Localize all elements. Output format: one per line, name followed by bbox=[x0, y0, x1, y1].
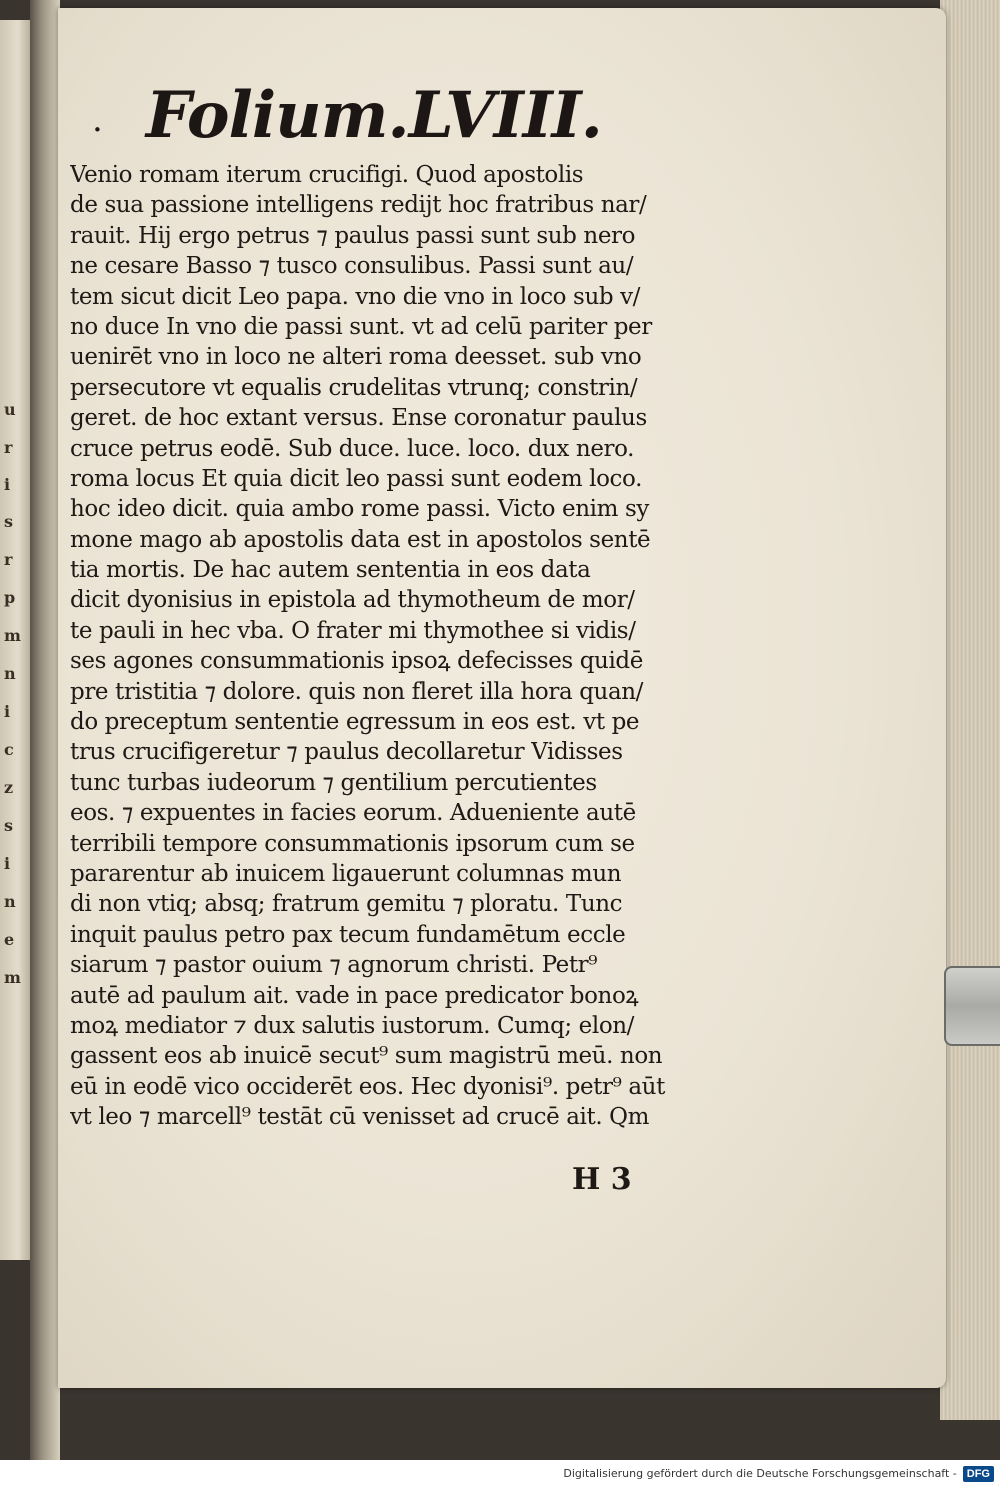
text-line: te pauli in hec vba. O frater mi thymothee si vidis/ bbox=[70, 617, 636, 644]
book-gutter bbox=[30, 0, 60, 1460]
prev-page-fragment: s bbox=[4, 816, 14, 835]
prev-page-fragment: m bbox=[4, 626, 21, 645]
prev-page-fragment: c bbox=[4, 740, 14, 759]
text-line: siarum ⁊ pastor ouium ⁊ agnorum christi. Petr⁹ bbox=[70, 952, 598, 979]
prev-page-fragment: e bbox=[4, 930, 15, 949]
text-line: ne cesare Basso ⁊ tusco consulibus. Passi sunt au/ bbox=[70, 253, 634, 280]
text-line: trus crucifigeretur ⁊ paulus decollaretur Vidisses bbox=[70, 739, 623, 766]
text-line: hoc ideo dicit. quia ambo rome passi. Victo enim sy bbox=[70, 496, 649, 523]
prev-page-fragment: i bbox=[4, 854, 11, 873]
page-stack-edge bbox=[940, 0, 1000, 1420]
prev-page-fragment: i bbox=[4, 475, 11, 494]
text-line: tunc turbas iudeorum ⁊ gentilium percutientes bbox=[70, 769, 597, 796]
previous-page-edge bbox=[0, 20, 32, 1260]
text-line: di non vtiq; absq; fratrum gemitu ⁊ ploratu. Tunc bbox=[70, 891, 623, 918]
text-line: uenirēt vno in loco ne alteri roma deesset. sub vno bbox=[70, 344, 642, 371]
signature-mark: H 3 bbox=[572, 1162, 632, 1197]
text-line: autē ad paulum ait. vade in pace predicator bonoꝝ bbox=[70, 982, 639, 1009]
text-line: eos. ⁊ expuentes in facies eorum. Adueniente autē bbox=[70, 800, 636, 827]
prev-page-fragment: i bbox=[4, 702, 11, 721]
text-line: mone mago ab apostolis data est in apostolos sentē bbox=[70, 526, 651, 553]
text-line: do preceptum sententie egressum in eos est. vt pe bbox=[70, 709, 640, 736]
text-line: geret. de hoc extant versus. Ense coronatur paulus bbox=[70, 405, 647, 432]
funding-credit: Digitalisierung gefördert durch die Deutsche Forschungsgemeinschaft - bbox=[563, 1467, 957, 1480]
heading-dot: . bbox=[92, 100, 103, 140]
text-line: moꝝ mediator ⁊ dux salutis iustorum. Cumq; elon/ bbox=[70, 1012, 635, 1039]
text-line: rauit. Hij ergo petrus ⁊ paulus passi sunt sub nero bbox=[70, 222, 636, 249]
text-line: vt leo ⁊ marcell⁹ testāt cū venisset ad crucē ait. Qm bbox=[70, 1104, 650, 1131]
text-line: persecutore vt equalis crudelitas vtrunq; constrin/ bbox=[70, 374, 638, 401]
text-line: pararentur ab inuicem ligauerunt columnas mun bbox=[70, 860, 622, 887]
prev-page-fragment: r bbox=[4, 438, 13, 457]
text-line: dicit dyonisius in epistola ad thymotheum de mor/ bbox=[70, 587, 635, 614]
folio-title: Folium.LVIII. bbox=[145, 78, 602, 153]
text-line: pre tristitia ⁊ dolore. quis non fleret illa hora quan/ bbox=[70, 678, 644, 705]
prev-page-fragment: n bbox=[4, 664, 16, 683]
text-line: gassent eos ab inuicē secut⁹ sum magistrū meū. non bbox=[70, 1043, 663, 1070]
text-line: ses agones consummationis ipsoꝝ defecisses quidē bbox=[70, 648, 643, 675]
prev-page-fragment: z bbox=[4, 778, 14, 797]
text-line: Venio romam iterum crucifigi. Quod apostolis bbox=[70, 162, 584, 188]
prev-page-fragment: n bbox=[4, 892, 16, 911]
prev-page-fragment: p bbox=[4, 588, 16, 607]
dfg-logo: DFG bbox=[963, 1466, 994, 1482]
book-clamp bbox=[944, 966, 1000, 1046]
text-line: de sua passione intelligens redijt hoc fratribus nar/ bbox=[70, 192, 647, 219]
text-line: inquit paulus petro pax tecum fundamētum eccle bbox=[70, 921, 626, 948]
text-line: tia mortis. De hac autem sententia in eos data bbox=[70, 557, 591, 584]
text-line: tem sicut dicit Leo papa. vno die vno in loco sub v/ bbox=[70, 283, 641, 310]
text-line: no duce In vno die passi sunt. vt ad celū pariter per bbox=[70, 313, 652, 340]
prev-page-fragment: m bbox=[4, 968, 21, 987]
prev-page-fragment: r bbox=[4, 550, 13, 569]
blackletter-text-block bbox=[70, 160, 685, 1133]
text-line: roma locus Et quia dicit leo passi sunt eodem loco. bbox=[70, 465, 642, 492]
page-heading bbox=[92, 78, 652, 153]
text-line: eū in eodē vico occiderēt eos. Hec dyonisi⁹. petr⁹ aūt bbox=[70, 1073, 665, 1100]
prev-page-fragment: s bbox=[4, 512, 14, 531]
prev-page-fragment: u bbox=[4, 400, 16, 419]
text-line: terribili tempore consummationis ipsorum cum se bbox=[70, 830, 635, 857]
footer-bar bbox=[0, 1460, 1000, 1487]
text-line: cruce petrus eodē. Sub duce. luce. loco. dux nero. bbox=[70, 435, 635, 462]
